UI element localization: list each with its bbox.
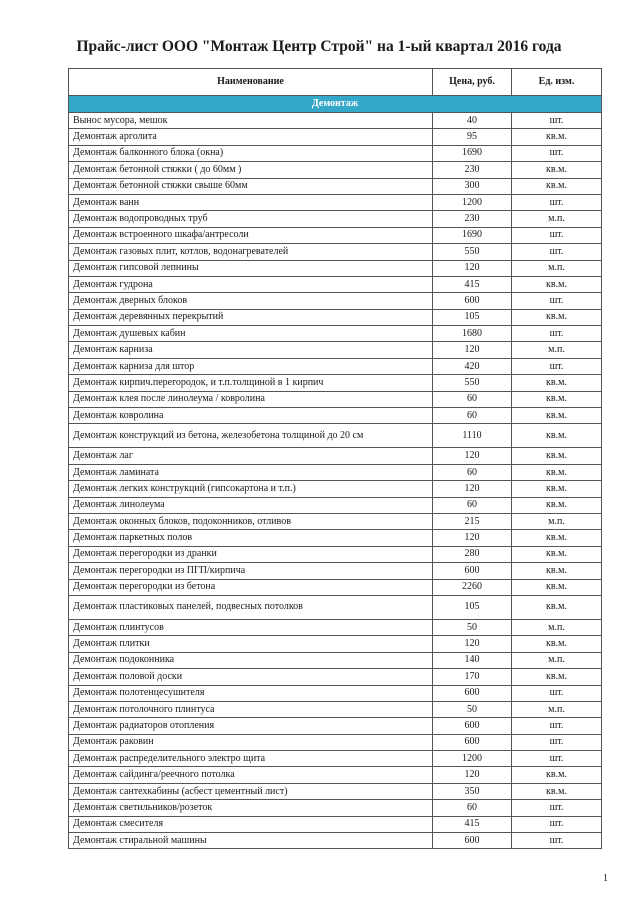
cell-price: 600: [433, 563, 512, 579]
cell-name: Демонтаж гипсовой лепнины: [69, 260, 433, 276]
table-row: [69, 276, 602, 292]
cell-unit: кв.м.: [512, 546, 602, 562]
cell-unit: кв.м.: [512, 276, 602, 292]
cell-price: 1680: [433, 326, 512, 342]
cell-price: 50: [433, 701, 512, 717]
cell-unit: кв.м.: [512, 309, 602, 325]
cell-unit: шт.: [512, 833, 602, 849]
section-title: Демонтаж: [69, 96, 602, 113]
cell-name: Демонтаж гудрона: [69, 276, 433, 292]
table-row: [69, 816, 602, 832]
cell-name: Демонтаж конструкций из бетона, железобетона толщиной до 20 см: [69, 424, 433, 448]
cell-unit: кв.м.: [512, 669, 602, 685]
table-row: [69, 293, 602, 309]
cell-name: Демонтаж карниза: [69, 342, 433, 358]
cell-name: Демонтаж оконных блоков, подоконников, отливов: [69, 513, 433, 529]
cell-name: Демонтаж смесителя: [69, 816, 433, 832]
table-row: [69, 448, 602, 464]
cell-price: 120: [433, 636, 512, 652]
cell-price: 215: [433, 513, 512, 529]
cell-name: Демонтаж паркетных полов: [69, 530, 433, 546]
cell-price: 230: [433, 211, 512, 227]
cell-price: 550: [433, 244, 512, 260]
table-row: [69, 595, 602, 619]
table-row: [69, 530, 602, 546]
header-unit: Ед. изм.: [512, 69, 602, 96]
cell-price: 120: [433, 260, 512, 276]
cell-price: 120: [433, 481, 512, 497]
cell-unit: кв.м.: [512, 563, 602, 579]
cell-unit: кв.м.: [512, 375, 602, 391]
table-row: [69, 619, 602, 635]
table-row: [69, 734, 602, 750]
cell-price: 280: [433, 546, 512, 562]
table-row: [69, 767, 602, 783]
cell-name: Демонтаж бетонной стяжки ( до 60мм ): [69, 162, 433, 178]
cell-name: Демонтаж стиральной машины: [69, 833, 433, 849]
cell-name: Демонтаж перегородки из бетона: [69, 579, 433, 595]
cell-price: 60: [433, 391, 512, 407]
cell-name: Демонтаж распределительного электро щита: [69, 751, 433, 767]
cell-price: 60: [433, 497, 512, 513]
cell-unit: кв.м.: [512, 129, 602, 145]
cell-unit: шт.: [512, 718, 602, 734]
cell-name: Демонтаж клея после линолеума / ковролина: [69, 391, 433, 407]
cell-name: Демонтаж водопроводных труб: [69, 211, 433, 227]
cell-price: 170: [433, 669, 512, 685]
cell-name: Демонтаж плинтусов: [69, 619, 433, 635]
table-row: [69, 718, 602, 734]
table-row: [69, 194, 602, 210]
cell-unit: кв.м.: [512, 497, 602, 513]
page-number: 1: [603, 873, 608, 884]
table-row: [69, 391, 602, 407]
cell-name: Вынос мусора, мешок: [69, 113, 433, 129]
cell-name: Демонтаж ванн: [69, 194, 433, 210]
page-title: Прайс-лист ООО "Монтаж Центр Строй" на 1-ый квартал 2016 года: [76, 38, 562, 55]
cell-unit: м.п.: [512, 652, 602, 668]
cell-name: Демонтаж газовых плит, котлов, водонагревателей: [69, 244, 433, 260]
cell-unit: м.п.: [512, 260, 602, 276]
cell-price: 415: [433, 816, 512, 832]
table-row: [69, 513, 602, 529]
cell-name: Демонтаж встроенного шкафа/антресоли: [69, 227, 433, 243]
cell-price: 550: [433, 375, 512, 391]
cell-unit: шт.: [512, 800, 602, 816]
cell-price: 120: [433, 342, 512, 358]
cell-unit: кв.м.: [512, 579, 602, 595]
cell-unit: кв.м.: [512, 783, 602, 799]
table-row: [69, 358, 602, 374]
cell-unit: шт.: [512, 145, 602, 161]
cell-unit: кв.м.: [512, 530, 602, 546]
table-row: [69, 563, 602, 579]
cell-name: Демонтаж балконного блока (окна): [69, 145, 433, 161]
cell-name: Демонтаж перегородки из ПГП/кирпича: [69, 563, 433, 579]
cell-name: Демонтаж ламината: [69, 464, 433, 480]
cell-price: 60: [433, 800, 512, 816]
cell-price: 1110: [433, 424, 512, 448]
cell-name: Демонтаж плитки: [69, 636, 433, 652]
table-row: [69, 481, 602, 497]
table-row: [69, 326, 602, 342]
table-row: [69, 309, 602, 325]
cell-name: Демонтаж светильников/розеток: [69, 800, 433, 816]
cell-price: 140: [433, 652, 512, 668]
table-row: [69, 497, 602, 513]
cell-unit: м.п.: [512, 619, 602, 635]
table-row: [69, 375, 602, 391]
table-row: [69, 113, 602, 129]
cell-name: Демонтаж сантехкабины (асбест цементный лист): [69, 783, 433, 799]
cell-price: 105: [433, 595, 512, 619]
cell-unit: кв.м.: [512, 767, 602, 783]
table-row: [69, 652, 602, 668]
cell-unit: шт.: [512, 194, 602, 210]
cell-name: Демонтаж радиаторов отопления: [69, 718, 433, 734]
cell-price: 1200: [433, 751, 512, 767]
cell-price: 105: [433, 309, 512, 325]
cell-name: Демонтаж лаг: [69, 448, 433, 464]
cell-price: 120: [433, 448, 512, 464]
table-row: [69, 701, 602, 717]
cell-name: Демонтаж дверных блоков: [69, 293, 433, 309]
cell-price: 40: [433, 113, 512, 129]
cell-unit: м.п.: [512, 701, 602, 717]
cell-price: 50: [433, 619, 512, 635]
cell-unit: кв.м.: [512, 408, 602, 424]
section-row: [69, 96, 602, 113]
cell-price: 95: [433, 129, 512, 145]
table-body: [69, 96, 602, 849]
cell-unit: м.п.: [512, 342, 602, 358]
cell-name: Демонтаж карниза для штор: [69, 358, 433, 374]
table-row: [69, 260, 602, 276]
cell-unit: шт.: [512, 113, 602, 129]
cell-price: 60: [433, 408, 512, 424]
cell-name: Демонтаж половой доски: [69, 669, 433, 685]
cell-price: 300: [433, 178, 512, 194]
table-row: [69, 178, 602, 194]
cell-unit: шт.: [512, 227, 602, 243]
header-name: Наименование: [69, 69, 433, 96]
cell-unit: кв.м.: [512, 178, 602, 194]
table-row: [69, 636, 602, 652]
cell-name: Демонтаж кирпич.перегородок, и т.п.толщиной в 1 кирпич: [69, 375, 433, 391]
cell-unit: кв.м.: [512, 162, 602, 178]
header-price: Цена, руб.: [433, 69, 512, 96]
cell-price: 1690: [433, 227, 512, 243]
cell-unit: кв.м.: [512, 448, 602, 464]
cell-unit: м.п.: [512, 513, 602, 529]
cell-price: 600: [433, 833, 512, 849]
table-row: [69, 579, 602, 595]
cell-price: 420: [433, 358, 512, 374]
cell-name: Демонтаж ковролина: [69, 408, 433, 424]
cell-unit: шт.: [512, 293, 602, 309]
cell-price: 120: [433, 530, 512, 546]
cell-price: 1690: [433, 145, 512, 161]
cell-name: Демонтаж душевых кабин: [69, 326, 433, 342]
table-row: [69, 669, 602, 685]
cell-name: Демонтаж легких конструкций (гипсокартона и т.п.): [69, 481, 433, 497]
table-row: [69, 783, 602, 799]
cell-price: 230: [433, 162, 512, 178]
cell-price: 600: [433, 734, 512, 750]
cell-name: Демонтаж бетонной стяжки свыше 60мм: [69, 178, 433, 194]
table-row: [69, 227, 602, 243]
cell-unit: кв.м.: [512, 464, 602, 480]
cell-unit: м.п.: [512, 211, 602, 227]
table-row: [69, 800, 602, 816]
cell-name: Демонтаж раковин: [69, 734, 433, 750]
cell-unit: шт.: [512, 244, 602, 260]
cell-name: Демонтаж сайдинга/реечного потолка: [69, 767, 433, 783]
table-row: [69, 244, 602, 260]
table-row: [69, 342, 602, 358]
cell-name: Демонтаж подоконника: [69, 652, 433, 668]
cell-unit: шт.: [512, 358, 602, 374]
table-row: [69, 464, 602, 480]
cell-name: Демонтаж пластиковых панелей, подвесных потолков: [69, 595, 433, 619]
cell-price: 60: [433, 464, 512, 480]
table-row: [69, 751, 602, 767]
cell-price: 2260: [433, 579, 512, 595]
cell-unit: кв.м.: [512, 391, 602, 407]
cell-price: 350: [433, 783, 512, 799]
cell-price: 120: [433, 767, 512, 783]
cell-name: Демонтаж линолеума: [69, 497, 433, 513]
cell-unit: кв.м.: [512, 424, 602, 448]
table-row: [69, 211, 602, 227]
cell-name: Демонтаж перегородки из дранки: [69, 546, 433, 562]
cell-name: Демонтаж арголита: [69, 129, 433, 145]
table-row: [69, 833, 602, 849]
table-header: [69, 69, 602, 96]
table-row: [69, 685, 602, 701]
cell-unit: шт.: [512, 751, 602, 767]
table-row: [69, 162, 602, 178]
cell-price: 600: [433, 718, 512, 734]
table-row: [69, 546, 602, 562]
cell-price: 415: [433, 276, 512, 292]
table-row: [69, 408, 602, 424]
cell-price: 600: [433, 293, 512, 309]
cell-price: 600: [433, 685, 512, 701]
table-row: [69, 129, 602, 145]
cell-unit: кв.м.: [512, 636, 602, 652]
cell-unit: шт.: [512, 326, 602, 342]
cell-unit: кв.м.: [512, 595, 602, 619]
cell-name: Демонтаж деревянных перекрытий: [69, 309, 433, 325]
table-row: [69, 424, 602, 448]
cell-price: 1200: [433, 194, 512, 210]
cell-unit: кв.м.: [512, 481, 602, 497]
cell-unit: шт.: [512, 734, 602, 750]
cell-unit: шт.: [512, 685, 602, 701]
table-row: [69, 145, 602, 161]
cell-name: Демонтаж полотенцесушителя: [69, 685, 433, 701]
cell-name: Демонтаж потолочного плинтуса: [69, 701, 433, 717]
cell-unit: шт.: [512, 816, 602, 832]
price-table: [68, 68, 602, 849]
